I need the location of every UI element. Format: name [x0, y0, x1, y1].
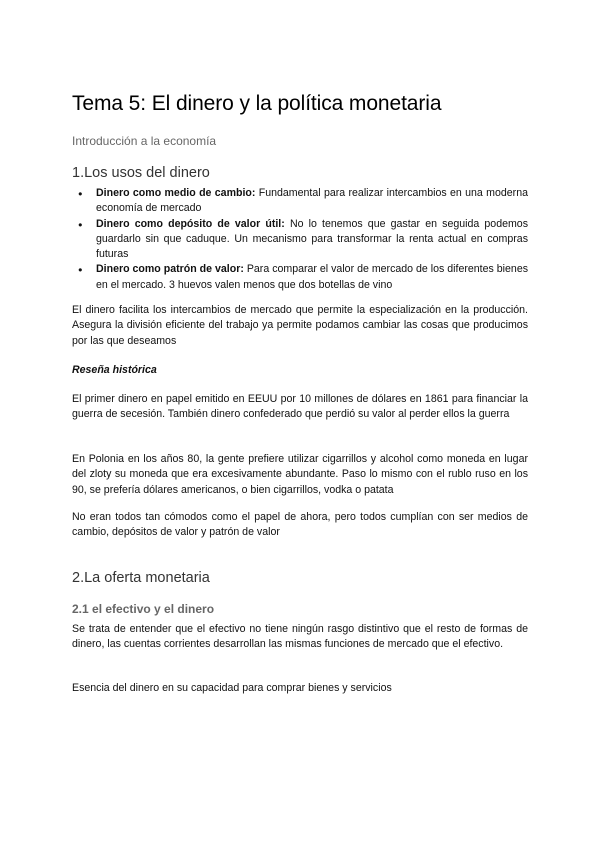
paragraph: Esencia del dinero en su capacidad para comprar bienes y servicios: [72, 682, 392, 694]
bullet-text: Para comparar el valor de mercado de los diferentes bienes en el mercado. 3 huevos valen menos que dos botellas de vino: [96, 263, 529, 291]
list-item: [72, 186, 528, 217]
bullet-term: Dinero como medio de cambio:: [96, 187, 256, 199]
section-heading-usos: 1.Los usos del dinero: [72, 165, 210, 181]
section-heading-oferta: 2.La oferta monetaria: [72, 570, 210, 586]
paragraph: No eran todos tan cómodos como el papel de ahora, pero todos cumplían con ser medios de cambio, depósitos de valor y patrón de valor: [72, 511, 528, 539]
resena-heading-text: Reseña histórica: [72, 364, 157, 376]
paragraph: Se trata de entender que el efectivo no tiene ningún rasgo distintivo que el resto de formas de dinero, las cuentas corrientes desarrollan las mismas funciones de mercado que el efectivo.: [72, 623, 528, 651]
bullet-term: Dinero como depósito de valor útil:: [96, 217, 285, 230]
list-item: [72, 217, 528, 263]
bullet-text: No lo tenemos que gastar en seguida podemos guardarlo sin que caduque. Un mecanismo para transformar la renta actual en compras futuras: [96, 217, 528, 261]
bullet-text: Fundamental para realizar intercambios en una moderna economía de mercado: [96, 187, 528, 215]
page-subtitle: Introducción a la economía: [72, 134, 217, 148]
list-item: [72, 262, 528, 293]
paragraph: El dinero facilita los intercambios de mercado que permite la especialización en la producción. Asegura la división eficiente del trabajo ya permite podamos cambiar las cosas que producimos por las que deseamos: [72, 304, 528, 347]
bullet-list: [72, 186, 528, 293]
page-title: Tema 5: El dinero y la política monetaria: [72, 92, 442, 115]
resena-heading: [72, 363, 528, 378]
subsection-heading: 2.1 el efectivo y el dinero: [72, 602, 215, 616]
paragraph: El primer dinero en papel emitido en EEUU por 10 millones de dólares en 1861 para financiar la guerra de secesión. También dinero confederado que perdió su valor al perder ellos la guerra: [72, 393, 528, 421]
bullet-term: Dinero como patrón de valor:: [96, 263, 244, 276]
paragraph: En Polonia en los años 80, la gente prefiere utilizar cigarrillos y alcohol como moneda en lugar del zloty su moneda que era excesivamente abundante. Paso lo mismo con el rublo ruso en los 90, se prefería dólares americanos, o bien cigarrillos, vodka o patata: [72, 453, 528, 496]
